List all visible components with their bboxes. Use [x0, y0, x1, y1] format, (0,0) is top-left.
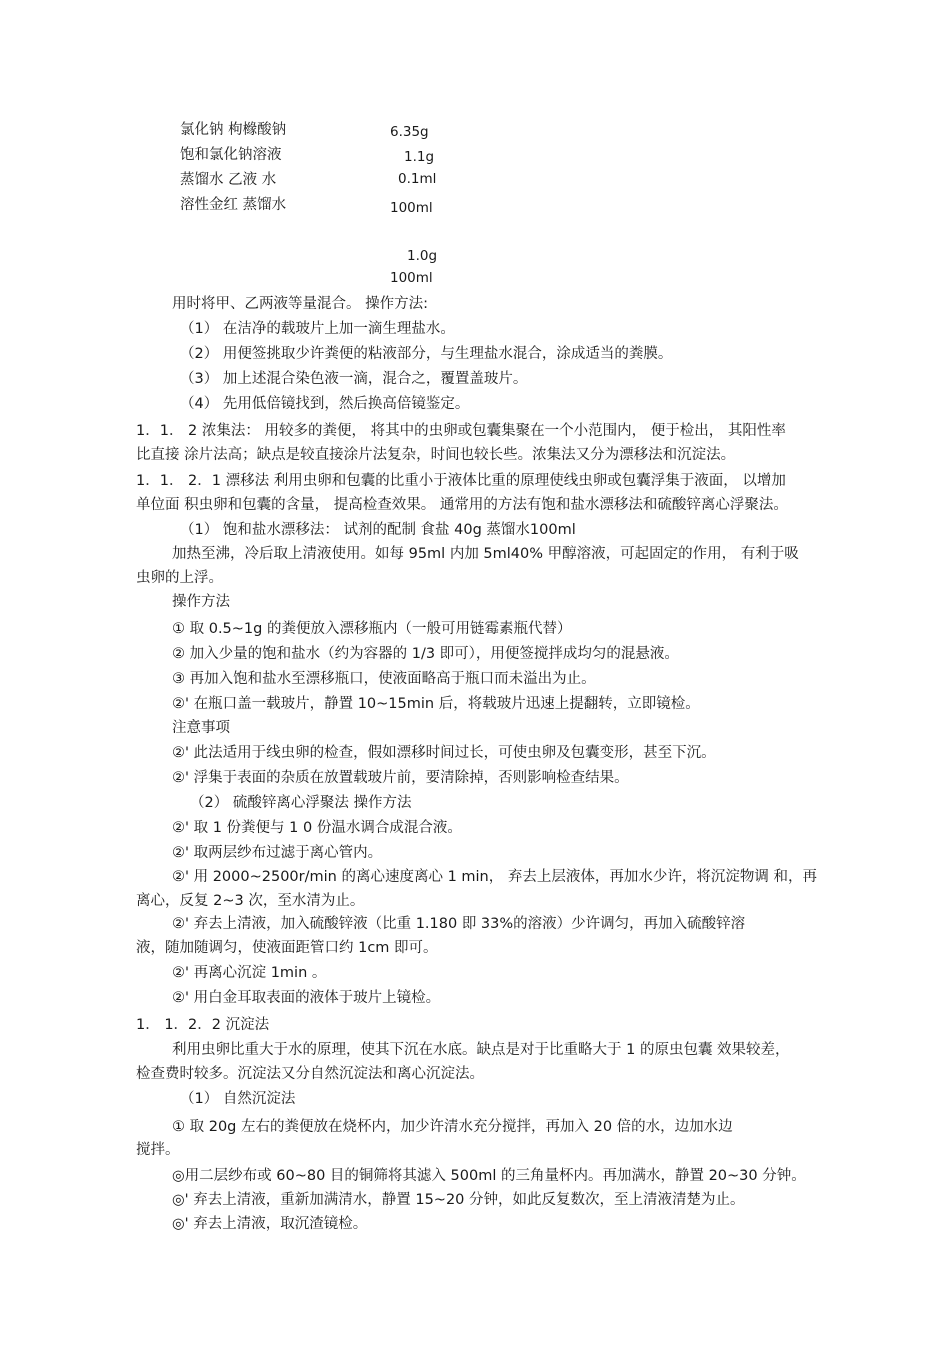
text-line: ②' 取两层纱布过滤于离心管内。 [172, 845, 383, 861]
text-line: 单位面 积虫卵和包囊的含量， 提高检查效果。 通常用的方法有饱和盐水漂移法和硫酸锌离心浮聚法。 [136, 497, 788, 513]
text-line: （3） 加上述混合染色液一滴，混合之，覆置盖玻片。 [180, 371, 528, 387]
reagent-amount: 1.0g [407, 248, 438, 264]
reagent-amount: 1.1g [404, 149, 435, 165]
subheading: 注意事项 [172, 720, 230, 736]
text-line: （1） 饱和盐水漂移法： 试剂的配制 食盐 40g 蒸馏水100ml [180, 522, 576, 538]
text-line: ②' 再离心沉淀 1min 。 [172, 965, 327, 981]
text-line: ◎用二层纱布或 60~80 目的铜筛将其滤入 500ml 的三角量杯内。再加满水，静置 20~30 分钟。 [172, 1168, 806, 1184]
section-heading: 1．1． 2 浓集法： 用较多的粪便， 将其中的虫卵或包囊集聚在一个小范围内， 便于检出， 其阳性率 [136, 423, 786, 439]
reagent-amount: 100ml [390, 270, 433, 286]
text-line: ②' 此法适用于线虫卵的检查，假如漂移时间过长，可使虫卵及包囊变形，甚至下沉。 [172, 745, 716, 761]
reagent-amount: 6.35g [390, 124, 429, 140]
text-line: 用时将甲、乙两液等量混合。 操作方法: [172, 296, 428, 312]
reagent-name: 蒸馏水 乙液 水 [180, 172, 277, 188]
text-line: ②' 在瓶口盖一载玻片，静置 10~15min 后，将载玻片迅速上提翻转，立即镜检。 [172, 696, 700, 712]
text-line: ① 取 0.5~1g 的粪便放入漂移瓶内（一般可用链霉素瓶代替） [172, 621, 572, 637]
text-line: （2） 硫酸锌离心浮聚法 操作方法 [190, 795, 412, 811]
text-line: （2） 用便签挑取少许粪便的粘液部分，与生理盐水混合，涂成适当的粪膜。 [180, 346, 673, 362]
text-line: ② 加入少量的饱和盐水（约为容器的 1/3 即可），用便签搅拌成均匀的混悬液。 [172, 646, 679, 662]
subheading: 操作方法 [172, 594, 230, 610]
text-line: （1） 在洁净的载玻片上加一滴生理盐水。 [180, 321, 455, 337]
text-line: 检查费时较多。沉淀法又分自然沉淀法和离心沉淀法。 [136, 1066, 484, 1082]
text-line: 液，随加随调匀，使液面距管口约 1cm 即可。 [136, 940, 438, 956]
reagent-name: 溶性金红 蒸馏水 [180, 197, 287, 213]
reagent-name: 饱和氯化钠溶液 [180, 147, 282, 163]
text-line: ① 取 20g 左右的粪便放在烧杯内，加少许清水充分搅拌，再加入 20 倍的水，边加水边 [172, 1119, 733, 1135]
text-line: ②' 取 1 份粪便与 1 0 份温水调合成混合液。 [172, 820, 462, 836]
text-line: ②' 用 2000~2500r/min 的离心速度离心 1 min， 弃去上层液体，再加水少许，将沉淀物调 和，再 [172, 869, 817, 885]
text-line: （4） 先用低倍镜找到，然后换高倍镜鉴定。 [180, 396, 470, 412]
text-line: 利用虫卵比重大于水的原理，使其下沉在水底。缺点是对于比重略大于 1 的原虫包囊 效果较差， [172, 1042, 790, 1058]
text-line: ②' 用白金耳取表面的液体于玻片上镜检。 [172, 990, 441, 1006]
text-line: 加热至沸，冷后取上清液使用。如每 95ml 内加 5ml40% 甲醇溶液，可起固定的作用， 有利于吸 [172, 546, 799, 562]
section-heading: 1．1． 2．1 漂移法 利用虫卵和包囊的比重小于液体比重的原理使线虫卵或包囊浮集于液面， 以增加 [136, 473, 786, 489]
text-line: ②' 弃去上清液，加入硫酸锌液（比重 1.180 即 33%的溶液）少许调匀，再加入硫酸锌溶 [172, 916, 746, 932]
reagent-amount: 100ml [390, 200, 433, 216]
text-line: ③ 再加入饱和盐水至漂移瓶口，使液面略高于瓶口而未溢出为止。 [172, 671, 596, 687]
section-heading: 1． 1．2．2 沉淀法 [136, 1017, 270, 1033]
text-line: 搅拌。 [136, 1142, 180, 1158]
text-line: （1） 自然沉淀法 [180, 1091, 296, 1107]
text-line: ◎' 弃去上清液，取沉渣镜检。 [172, 1216, 368, 1232]
text-line: 离心，反复 2~3 次，至水清为止。 [136, 893, 365, 909]
text-line: 虫卵的上浮。 [136, 570, 223, 586]
text-line: ◎' 弃去上清液，重新加满清水，静置 15~20 分钟，如此反复数次，至上清液清楚为止。 [172, 1192, 745, 1208]
reagent-name: 氯化钠 枸橼酸钠 [180, 122, 287, 138]
reagent-amount: 0.1ml [398, 171, 437, 187]
text-line: 比直接 涂片法高；缺点是较直接涂片法复杂，时间也较长些。浓集法又分为漂移法和沉淀法。 [136, 447, 736, 463]
text-line: ②' 浮集于表面的杂质在放置载玻片前，要清除掉，否则影响检查结果。 [172, 770, 629, 786]
